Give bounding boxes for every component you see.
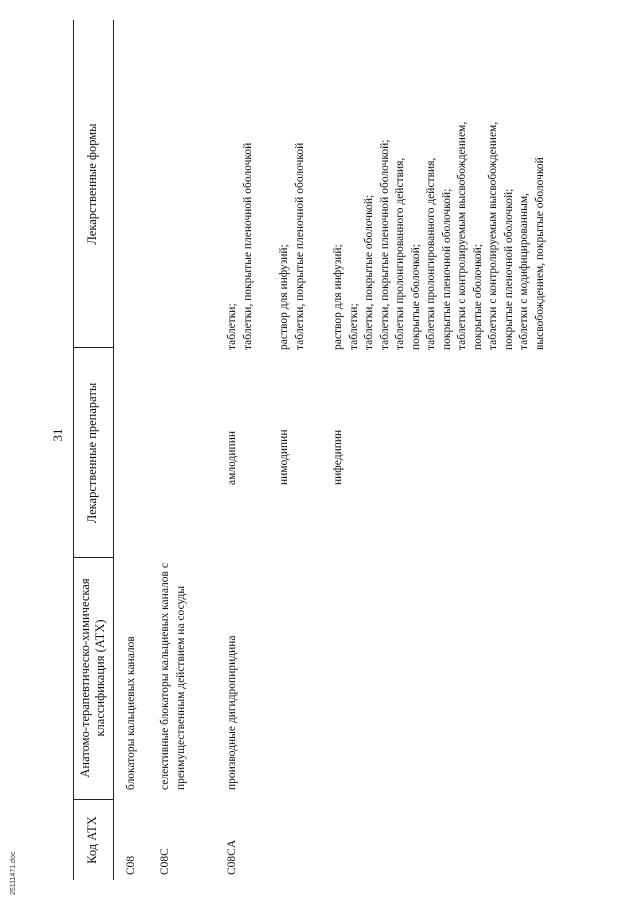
row-c08c-code: C08C xyxy=(159,848,171,875)
form-line: таблетки; xyxy=(226,303,238,350)
row-c08-code: C08 xyxy=(125,855,137,875)
row-c08c-atc: селективные блокаторы кальциевых каналов с преимущественным действием на сосуды xyxy=(159,563,187,790)
form-line: таблетки с контролируемым высвобождением, xyxy=(487,121,499,350)
row-c08-atc: блокаторы кальциевых каналов xyxy=(125,636,137,790)
row-c08ca-code: C08CA xyxy=(226,839,238,875)
forms-nimodipine xyxy=(277,143,308,350)
form-line: покрытые оболочкой; xyxy=(471,244,484,350)
form-line: покрытые пленочной оболочкой; xyxy=(440,188,453,350)
form-line: таблетки, покрытые пленочной оболочкой xyxy=(293,142,306,350)
document-filename: 25111471.doc xyxy=(10,851,17,895)
form-line: таблетки, покрытые оболочкой; xyxy=(363,194,375,350)
form-line: таблетки, покрытые пленочной оболочкой xyxy=(241,142,254,350)
header-bottom-rule xyxy=(113,20,114,880)
form-line: таблетки пролонгированного действия, xyxy=(394,157,406,350)
form-line: таблетки; xyxy=(347,303,360,350)
forms-nifedipine xyxy=(331,122,548,350)
form-line: таблетки с контролируемым высвобождением, xyxy=(456,121,468,350)
header-atc: Анатомо-терапевтическо-химическая классификация (АТХ) xyxy=(78,578,107,778)
form-line: высвобождением, покрытые оболочкой xyxy=(533,157,546,350)
form-line: покрытые оболочкой; xyxy=(409,244,422,350)
form-line: таблетки пролонгированного действия, xyxy=(425,157,437,350)
drug-nimodipine: нимодипин xyxy=(278,429,290,485)
form-line: раствор для инфузий; xyxy=(332,244,344,350)
header-forms: Лекарственные формы xyxy=(85,123,99,245)
drug-nifedipine: нифедипин xyxy=(332,429,344,485)
rotated-page: 31 Код АТХ Анатомо-терапевтическо-химическая классификация (АТХ) Лекарственные препараты Лекарственные формы C08 блокаторы кальциевых каналов C08C селективные блокаторы кальциевых каналов с преимущественным действием на сосуды C08CA производные дигидропиридина амлодипин таблетки; таблетки, покрытые пленочной оболочкой нимодипин раствор для инфузий; таблетки, покрытые пленочной оболочкой нифедипин раствор для инфузий; таблетки; таблетки, покрытые оболочкой; таблетки, покрытые пленочной оболочкой; таблетки пролонгированного действия, покрытые оболочкой; таблетки пролонгированного действия, покрытые пленочной оболочкой; таблетки с контролируемым высвобождением, покрытые оболочкой; таблетки с контролируемым высвобождением, покрытые пленочной оболочкой; таблетки с модифицированным, высвобождением, покрытые оболочкой xyxy=(45,20,605,880)
form-line: покрытые пленочной оболочкой; xyxy=(502,188,515,350)
form-line: таблетки с модифицированным, xyxy=(518,193,530,350)
drug-amlodipine: амлодипин xyxy=(226,430,238,485)
form-line: таблетки, покрытые пленочной оболочкой; xyxy=(378,139,391,350)
forms-amlodipine xyxy=(225,143,256,350)
header-drugs: Лекарственные препараты xyxy=(85,382,99,524)
form-line: раствор для инфузий; xyxy=(278,244,290,350)
table-top-rule xyxy=(73,20,74,880)
row-c08ca-atc: производные дигидропиридина xyxy=(226,635,238,790)
header-code: Код АТХ xyxy=(85,816,99,864)
